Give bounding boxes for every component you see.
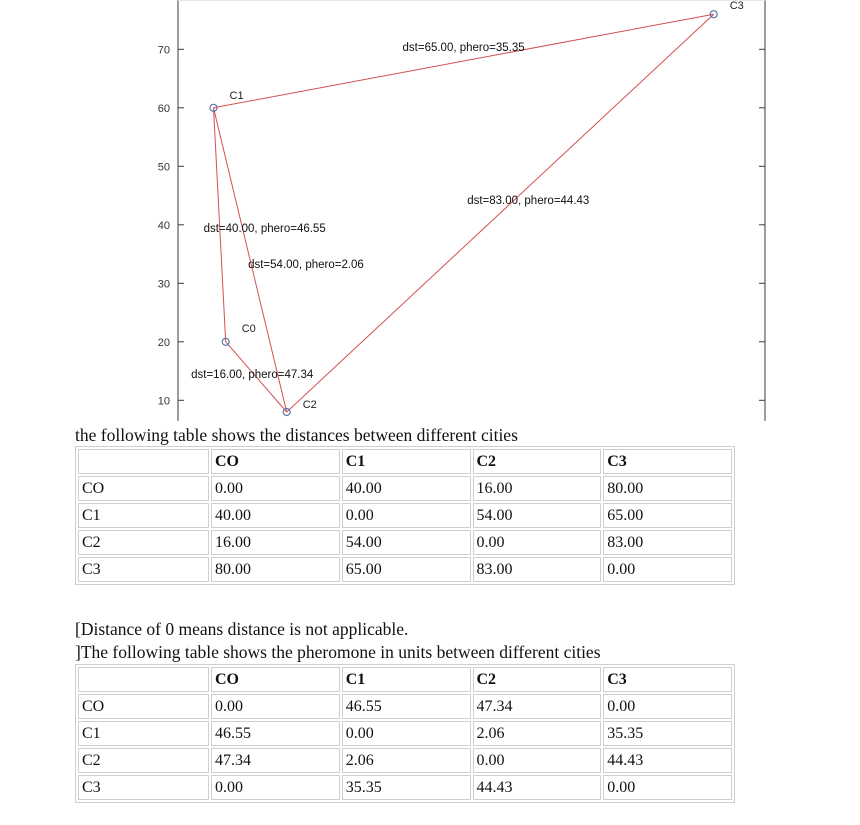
y-tick-label-10: 10 [157,395,170,408]
table-cell: 0.00 [211,476,340,501]
table-cell: 0.00 [473,748,602,773]
table-cell: 16.00 [211,530,340,555]
edge-label-C0-C2: dst=16.00, phero=47.34 [191,368,314,381]
distance-table-caption: the following table shows the distances between different cities [75,425,518,445]
table-cell: 83.00 [603,530,732,555]
edge-label-C1-C2: dst=54.00, phero=2.06 [248,258,364,271]
table-cell: 2.06 [473,721,602,746]
edge-label-C1-C0: dst=40.00, phero=46.55 [203,222,326,235]
y-tick-label-20: 20 [157,336,170,349]
city-label-C3: C3 [729,0,744,13]
table-cell: 16.00 [473,476,602,501]
pheromone-table [75,664,735,803]
table-cell: 65.00 [603,503,732,528]
table-cell: 40.00 [211,503,340,528]
header-cell: C1 [342,667,471,692]
table-row [78,748,732,773]
table-cell: 47.34 [211,748,340,773]
city-nodes [210,0,744,415]
table-cell: 35.35 [342,775,471,800]
table-cell: 0.00 [603,694,732,719]
row-label-cell: C1 [78,503,209,528]
table-cell: 46.55 [211,721,340,746]
edge-C1-C3 [214,14,714,108]
header-cell: CO [211,667,340,692]
header-cell [78,449,209,474]
table-cell: 54.00 [342,530,471,555]
table-cell: 83.00 [473,557,602,582]
table-cell: 40.00 [342,476,471,501]
y-tick-label-60: 60 [157,102,170,115]
table-header-row [78,449,732,474]
table-row [78,530,732,555]
table-cell: 2.06 [342,748,471,773]
y-tick-label-70: 70 [157,44,170,57]
table-cell: 47.34 [473,694,602,719]
header-cell: C3 [603,449,732,474]
header-cell: C1 [342,449,471,474]
edge-label-C1-C3: dst=65.00, phero=35.35 [402,42,525,54]
table-cell: 35.35 [603,721,732,746]
pheromone-table-caption: ]The following table shows the pheromone in units between different cities [75,642,601,662]
table-header-row [78,667,732,692]
table-row [78,476,732,501]
y-tick-label-50: 50 [157,161,170,174]
y-tick-label-40: 40 [157,219,170,232]
table-cell: 80.00 [603,476,732,501]
table-cell: 80.00 [211,557,340,582]
table-cell: 0.00 [603,775,732,800]
row-label-cell: C1 [78,721,209,746]
edges [214,14,714,412]
city-label-C2: C2 [302,399,317,411]
table-cell: 54.00 [473,503,602,528]
table-row [78,775,732,800]
table-cell: 0.00 [342,503,471,528]
table-cell: 46.55 [342,694,471,719]
y-tick-label-30: 30 [157,278,170,291]
table-cell: 0.00 [211,775,340,800]
row-label-cell: C2 [78,748,209,773]
row-label-cell: C3 [78,557,209,582]
table-row [78,557,732,582]
row-label-cell: CO [78,476,209,501]
city-label-C0: C0 [241,322,256,335]
header-cell: C3 [603,667,732,692]
table-cell: 44.43 [473,775,602,800]
table-cell: 0.00 [342,721,471,746]
table-cell: 0.00 [211,694,340,719]
table-cell: 65.00 [342,557,471,582]
header-cell [78,667,209,692]
edge-C2-C3 [287,14,714,412]
row-label-cell: CO [78,694,209,719]
row-label-cell: C2 [78,530,209,555]
distance-note: [Distance of 0 means distance is not applicable. [75,619,409,639]
table-row [78,503,732,528]
table-cell: 0.00 [603,557,732,582]
header-cell: C2 [473,449,602,474]
header-cell: C2 [473,667,602,692]
row-label-cell: C3 [78,775,209,800]
header-cell: CO [211,449,340,474]
plot-axes [178,0,765,421]
distance-table [75,446,735,585]
city-label-C1: C1 [229,89,244,102]
table-row [78,694,732,719]
edge-label-C2-C3: dst=83.00, phero=44.43 [467,195,590,208]
table-cell: 0.00 [473,530,602,555]
table-row [78,721,732,746]
table-cell: 44.43 [603,748,732,773]
